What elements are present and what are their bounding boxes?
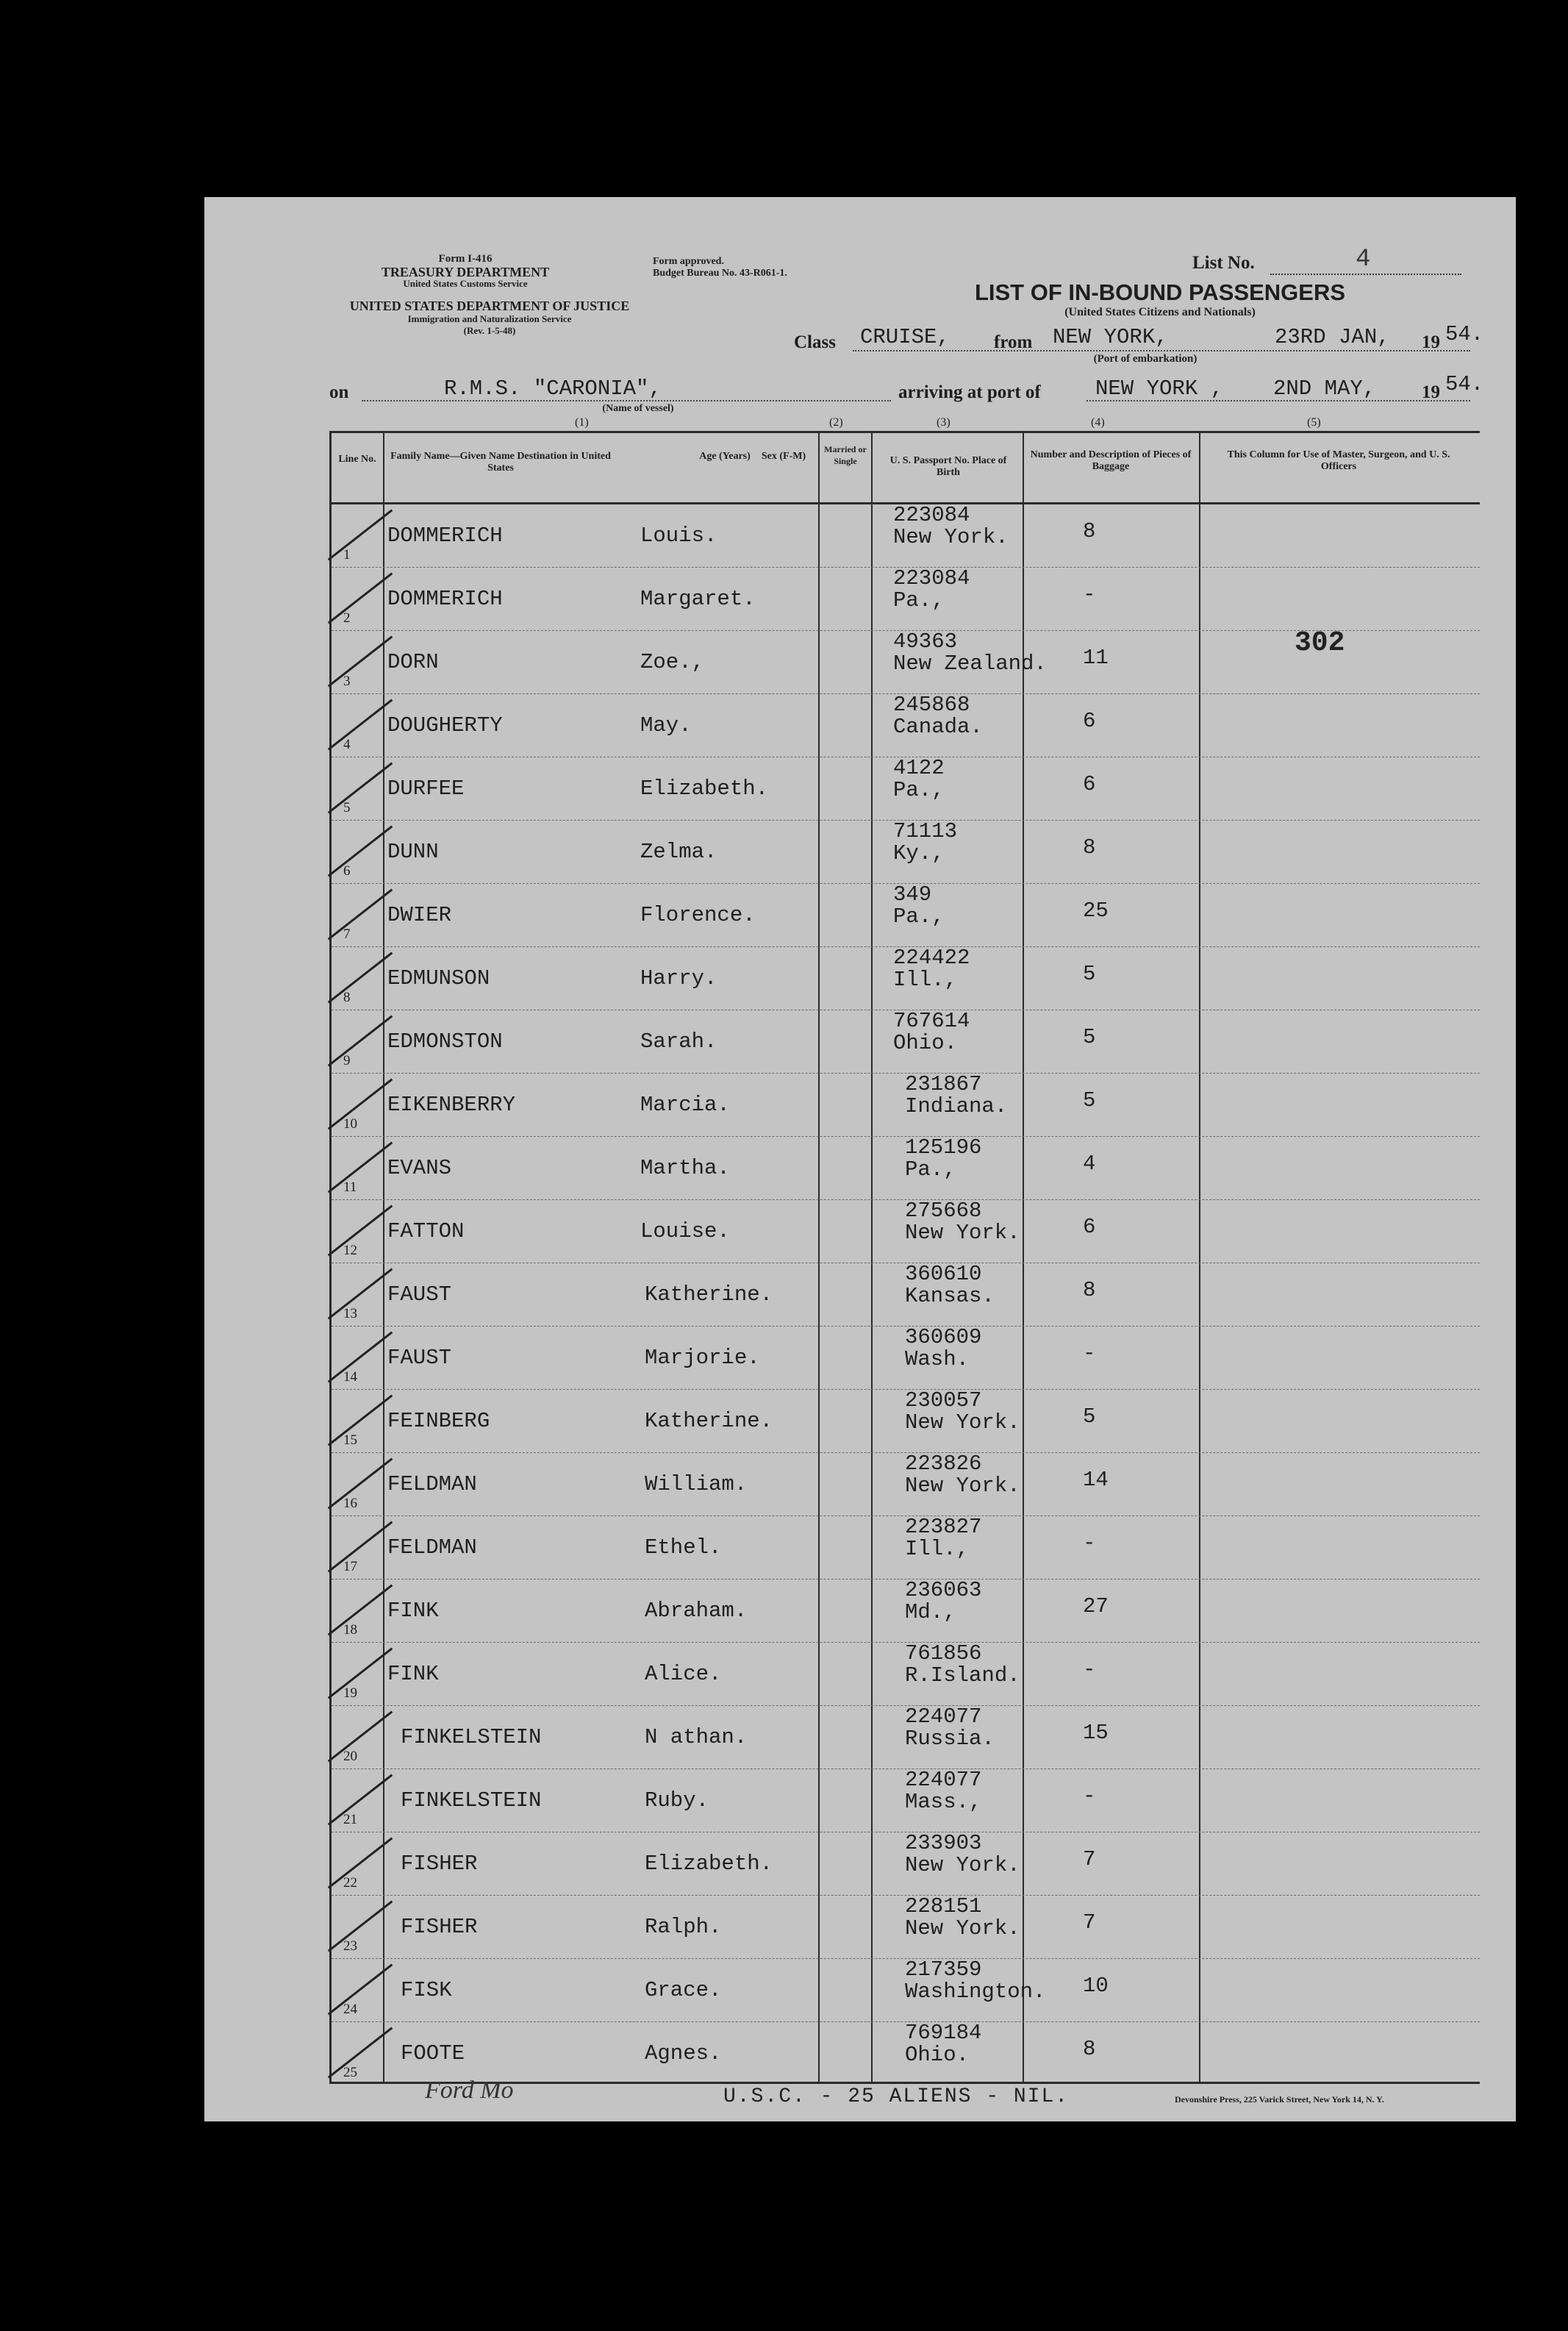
table-row <box>332 694 1480 757</box>
line-number: 24 <box>343 2002 357 2017</box>
check-mark <box>328 699 393 750</box>
approval-line-1: Form approved. <box>653 256 724 267</box>
arrival-year-prefix: 19 <box>1422 382 1440 402</box>
baggage-count: 25 <box>1083 899 1109 923</box>
passport-number: 125196 <box>905 1135 982 1160</box>
check-mark <box>328 1521 393 1572</box>
given-name: Agnes. <box>645 2041 722 2066</box>
check-mark <box>328 1268 393 1319</box>
place-of-birth: Pa., <box>893 588 945 613</box>
baggage-count: 6 <box>1083 709 1096 733</box>
passport-number: 223084 <box>893 566 970 590</box>
passport-number: 228151 <box>905 1894 982 1918</box>
line-number: 21 <box>343 1812 357 1827</box>
place-of-birth: Kansas. <box>905 1284 995 1308</box>
given-name: Katherine. <box>645 1409 773 1433</box>
col-header-officers: This Column for Use of Master, Surgeon, and U. S. Officers <box>1227 449 1450 472</box>
baggage-count: - <box>1083 1784 1096 1808</box>
family-name: FELDMAN <box>387 1472 477 1496</box>
page-subtitle: (United States Citizens and Nationals) <box>1064 306 1256 318</box>
passport-number: 236063 <box>905 1578 982 1602</box>
vessel-name: R.M.S. "CARONIA", <box>444 376 662 401</box>
table-row <box>332 821 1480 884</box>
passport-number: 71113 <box>893 819 958 843</box>
baggage-count: 4 <box>1083 1152 1096 1176</box>
baggage-count: 6 <box>1083 772 1096 796</box>
passport-number: 230057 <box>905 1388 982 1413</box>
line-number: 16 <box>343 1496 357 1511</box>
passport-number: 224422 <box>893 946 970 970</box>
table-row <box>332 1579 1480 1643</box>
given-name: Zelma. <box>640 840 717 864</box>
place-of-birth: Mass., <box>905 1790 982 1814</box>
baggage-count: 8 <box>1083 519 1096 543</box>
check-mark <box>328 1710 393 1762</box>
line-number: 14 <box>343 1369 357 1385</box>
check-mark <box>328 1900 393 1952</box>
baggage-count: 10 <box>1083 1974 1109 1998</box>
line-number: 15 <box>343 1432 357 1448</box>
from-label: from <box>994 332 1033 352</box>
baggage-count: 8 <box>1083 835 1096 860</box>
revision: (Rev. 1-5-48) <box>463 325 516 336</box>
family-name: FINK <box>387 1599 439 1623</box>
line-number: 20 <box>343 1749 357 1764</box>
department-of-justice: UNITED STATES DEPARTMENT OF JUSTICE <box>349 299 630 313</box>
check-mark <box>328 1078 393 1129</box>
check-mark <box>328 1837 393 1888</box>
baggage-count: - <box>1083 582 1096 607</box>
check-mark <box>328 762 393 813</box>
family-name: FAUST <box>387 1346 452 1370</box>
table-row <box>332 1706 1480 1769</box>
given-name: Florence. <box>640 903 756 927</box>
family-name: DOUGHERTY <box>387 713 503 738</box>
line-number: 7 <box>343 927 351 942</box>
family-name: FINKELSTEIN <box>401 1788 542 1813</box>
place-of-birth: Ill., <box>905 1537 970 1561</box>
baggage-count: 8 <box>1083 2037 1096 2061</box>
class-line-rule <box>853 350 1470 351</box>
place-of-birth: Ill., <box>893 968 958 992</box>
table-row <box>332 1074 1480 1137</box>
table-row <box>332 1390 1480 1453</box>
check-mark <box>328 825 393 877</box>
family-name: EDMUNSON <box>387 966 490 990</box>
table-row <box>332 1137 1480 1200</box>
col-header-line-no: Line No. <box>338 454 376 465</box>
family-name: FELDMAN <box>387 1535 477 1560</box>
line-number: 17 <box>343 1559 357 1574</box>
family-name: DOMMERICH <box>387 524 503 548</box>
passport-number: 4122 <box>893 756 945 780</box>
baggage-count: 5 <box>1083 1088 1096 1113</box>
family-name: DORN <box>387 650 439 674</box>
passport-number: 224077 <box>905 1768 982 1792</box>
col-header-sex: Sex (F-M) <box>761 451 806 462</box>
table-row <box>332 1200 1480 1263</box>
class-label: Class <box>794 332 836 352</box>
col-header-passport: U. S. Passport No. Place of Birth <box>889 455 1007 478</box>
baggage-count: 5 <box>1083 1025 1096 1049</box>
family-name: FISHER <box>401 1915 478 1939</box>
family-name: FINK <box>387 1662 439 1686</box>
column-number-4: (4) <box>1091 416 1105 429</box>
line-number: 22 <box>343 1875 357 1891</box>
passport-number: 761856 <box>905 1641 982 1666</box>
passport-number: 360609 <box>905 1325 982 1349</box>
line-number: 12 <box>343 1243 357 1258</box>
handwritten-signature: Ford Mo <box>425 2077 514 2104</box>
arrival-date: 2ND MAY, <box>1273 376 1376 401</box>
check-mark <box>328 1647 393 1699</box>
line-number: 8 <box>343 990 351 1005</box>
family-name: DURFEE <box>387 777 465 801</box>
given-name: Elizabeth. <box>640 777 769 801</box>
baggage-count: 6 <box>1083 1215 1096 1239</box>
place-of-birth: R.Island. <box>905 1663 1020 1688</box>
family-name: DOMMERICH <box>387 587 503 611</box>
place-of-birth: New York. <box>905 1474 1020 1498</box>
list-no-underline <box>1270 274 1461 275</box>
agency-name: TREASURY DEPARTMENT <box>381 265 550 279</box>
ins-name: Immigration and Naturalization Service <box>407 313 572 324</box>
passport-number: 233903 <box>905 1831 982 1855</box>
on-label: on <box>329 382 349 402</box>
passport-number: 245868 <box>893 693 970 717</box>
line-number: 10 <box>343 1116 357 1132</box>
table-row <box>332 947 1480 1010</box>
table-row <box>332 884 1480 947</box>
check-mark <box>328 1141 393 1193</box>
arrival-year: 54. <box>1445 372 1484 396</box>
place-of-birth: New York. <box>905 1916 1020 1941</box>
baggage-count: 7 <box>1083 1847 1096 1871</box>
line-number: 5 <box>343 800 351 815</box>
table-row <box>332 1010 1480 1074</box>
family-name: DUNN <box>387 840 439 864</box>
column-number-2: (2) <box>829 416 843 429</box>
arrival-port: NEW YORK , <box>1095 376 1224 401</box>
baggage-count: 15 <box>1083 1721 1109 1745</box>
passport-number: 217359 <box>905 1957 982 1982</box>
passport-number: 275668 <box>905 1199 982 1223</box>
vessel-rule <box>362 400 891 401</box>
place-of-birth: New York. <box>893 525 1009 549</box>
table-row <box>332 1516 1480 1579</box>
given-name: Ruby. <box>645 1788 709 1813</box>
table-row <box>332 1832 1480 1896</box>
line-number: 6 <box>343 863 351 879</box>
page-title: LIST OF IN-BOUND PASSENGERS <box>974 279 1346 305</box>
check-mark <box>328 1963 393 2015</box>
family-name: FAUST <box>387 1282 452 1307</box>
given-name: Marcia. <box>640 1093 730 1117</box>
check-mark <box>328 1331 393 1382</box>
check-mark <box>328 1394 393 1446</box>
table-row <box>332 1453 1480 1516</box>
baggage-count: 14 <box>1083 1468 1109 1492</box>
line-number: 18 <box>343 1622 357 1638</box>
family-name: FISHER <box>401 1852 478 1876</box>
family-name: FOOTE <box>401 2041 465 2066</box>
given-name: Zoe., <box>640 650 705 674</box>
port-caption: (Port of embarkation) <box>1093 353 1198 365</box>
family-name: EDMONSTON <box>387 1029 503 1054</box>
given-name: N athan. <box>645 1725 748 1749</box>
given-name: Elizabeth. <box>645 1852 773 1876</box>
check-mark <box>328 1774 393 1825</box>
place-of-birth: New York. <box>905 1853 1020 1877</box>
table-row <box>332 504 1480 568</box>
given-name: Grace. <box>645 1978 722 2002</box>
passport-number: 224077 <box>905 1704 982 1729</box>
check-mark <box>328 509 393 560</box>
check-mark <box>328 952 393 1003</box>
given-name: Louis. <box>640 524 717 548</box>
baggage-count: 8 <box>1083 1278 1096 1302</box>
given-name: Harry. <box>640 966 717 990</box>
given-name: Alice. <box>645 1662 722 1686</box>
column-number-1: (1) <box>575 416 589 429</box>
place-of-birth: Ky., <box>893 841 945 865</box>
family-name: FINKELSTEIN <box>401 1725 542 1749</box>
table-row <box>332 1896 1480 1959</box>
line-number: 3 <box>343 674 351 689</box>
baggage-count: 7 <box>1083 1910 1096 1935</box>
table-row <box>332 1327 1480 1390</box>
check-mark <box>328 2027 393 2078</box>
col-header-name: Family Name—Given Name Destination in United States <box>390 451 611 474</box>
place-of-birth: Md., <box>905 1600 956 1624</box>
place-of-birth: Ohio. <box>893 1031 958 1055</box>
approval-line-2: Budget Bureau No. 43-R061-1. <box>653 268 787 279</box>
list-no-value: 4 <box>1356 246 1371 274</box>
line-number: 1 <box>343 547 351 563</box>
given-name: Abraham. <box>645 1599 748 1623</box>
table-row <box>332 1769 1480 1832</box>
passport-number: 231867 <box>905 1072 982 1096</box>
check-mark <box>328 1204 393 1256</box>
baggage-count: - <box>1083 1531 1096 1555</box>
col-header-age: Age (Years) <box>699 451 751 462</box>
given-name: Ralph. <box>645 1915 722 1939</box>
passport-number: 223826 <box>905 1452 982 1476</box>
place-of-birth: Indiana. <box>905 1094 1008 1118</box>
place-of-birth: New York. <box>905 1221 1020 1245</box>
given-name: Marjorie. <box>645 1346 760 1370</box>
embark-date: 23RD JAN, <box>1275 325 1390 349</box>
given-name: Katherine. <box>645 1282 773 1307</box>
family-name: DWIER <box>387 903 452 927</box>
arrival-rule <box>1086 400 1470 401</box>
passport-number: 49363 <box>893 629 958 654</box>
place-of-birth: Washington. <box>905 1980 1046 2004</box>
family-name: EVANS <box>387 1156 452 1180</box>
place-of-birth: Wash. <box>905 1347 970 1371</box>
class-value: CRUISE, <box>860 325 950 349</box>
passport-number: 223827 <box>905 1515 982 1539</box>
embark-year: 54. <box>1445 322 1484 346</box>
line-number: 19 <box>343 1685 357 1701</box>
line-number: 11 <box>343 1179 357 1195</box>
line-number: 2 <box>343 610 351 626</box>
table-row <box>332 1643 1480 1706</box>
place-of-birth: Pa., <box>905 1157 956 1182</box>
family-name: FISK <box>401 1978 452 2002</box>
check-mark <box>328 635 393 687</box>
manifest-table <box>329 431 1480 2084</box>
vessel-caption: (Name of vessel) <box>602 403 674 414</box>
table-row <box>332 1263 1480 1327</box>
table-row <box>332 757 1480 821</box>
check-mark <box>328 572 393 624</box>
baggage-count: - <box>1083 1657 1096 1682</box>
place-of-birth: New Zealand. <box>893 652 1047 676</box>
arriving-label: arriving at port of <box>898 382 1041 402</box>
list-no-label: List No. <box>1192 253 1255 273</box>
customs-service: United States Customs Service <box>403 278 528 289</box>
embark-year-prefix: 19 <box>1422 332 1440 352</box>
baggage-count: - <box>1083 1341 1096 1366</box>
passport-number: 349 <box>893 882 932 907</box>
printer-imprint: Devonshire Press, 225 Varick Street, New York 14, N. Y. <box>1175 2094 1384 2105</box>
given-name: May. <box>640 713 692 738</box>
family-name: FATTON <box>387 1219 465 1243</box>
check-mark <box>328 888 393 940</box>
column-number-3: (3) <box>937 416 951 429</box>
passport-number: 767614 <box>893 1009 970 1033</box>
col-header-baggage: Number and Description of Pieces of Baggage <box>1030 449 1192 472</box>
passport-number: 360610 <box>905 1262 982 1286</box>
place-of-birth: New York. <box>905 1410 1020 1435</box>
check-mark <box>328 1015 393 1066</box>
baggage-count: 27 <box>1083 1594 1109 1618</box>
line-number: 13 <box>343 1306 357 1321</box>
check-mark <box>328 1584 393 1635</box>
family-name: FEINBERG <box>387 1409 490 1433</box>
place-of-birth: Pa., <box>893 904 945 929</box>
given-name: Martha. <box>640 1156 730 1180</box>
from-value: NEW YORK, <box>1053 325 1168 349</box>
given-name: Sarah. <box>640 1029 717 1054</box>
place-of-birth: Ohio. <box>905 2043 970 2067</box>
column-number-5: (5) <box>1307 416 1321 429</box>
place-of-birth: Canada. <box>893 715 983 739</box>
given-name: Ethel. <box>645 1535 722 1560</box>
baggage-count: 5 <box>1083 1404 1096 1429</box>
passenger-summary: U.S.C. - 25 ALIENS - NIL. <box>723 2085 1070 2108</box>
given-name: Louise. <box>640 1219 730 1243</box>
check-mark <box>328 1457 393 1509</box>
baggage-count: 11 <box>1083 646 1109 670</box>
given-name: William. <box>645 1472 748 1496</box>
line-number: 25 <box>343 2065 357 2080</box>
manifest-sheet <box>204 197 1516 2121</box>
line-number: 4 <box>343 737 351 752</box>
officer-stamp-number: 302 <box>1295 627 1345 659</box>
family-name: EIKENBERRY <box>387 1093 516 1117</box>
place-of-birth: Pa., <box>893 778 945 802</box>
line-number: 9 <box>343 1053 351 1068</box>
passenger-rows <box>332 504 1480 2082</box>
given-name: Margaret. <box>640 587 756 611</box>
col-header-married: Married or Single <box>824 444 867 466</box>
table-row <box>332 1959 1480 2022</box>
baggage-count: 5 <box>1083 962 1096 986</box>
passport-number: 769184 <box>905 2021 982 2045</box>
passport-number: 223084 <box>893 503 970 527</box>
table-row <box>332 568 1480 631</box>
form-number: Form I-416 <box>438 253 493 265</box>
line-number: 23 <box>343 1938 357 1954</box>
place-of-birth: Russia. <box>905 1727 995 1751</box>
